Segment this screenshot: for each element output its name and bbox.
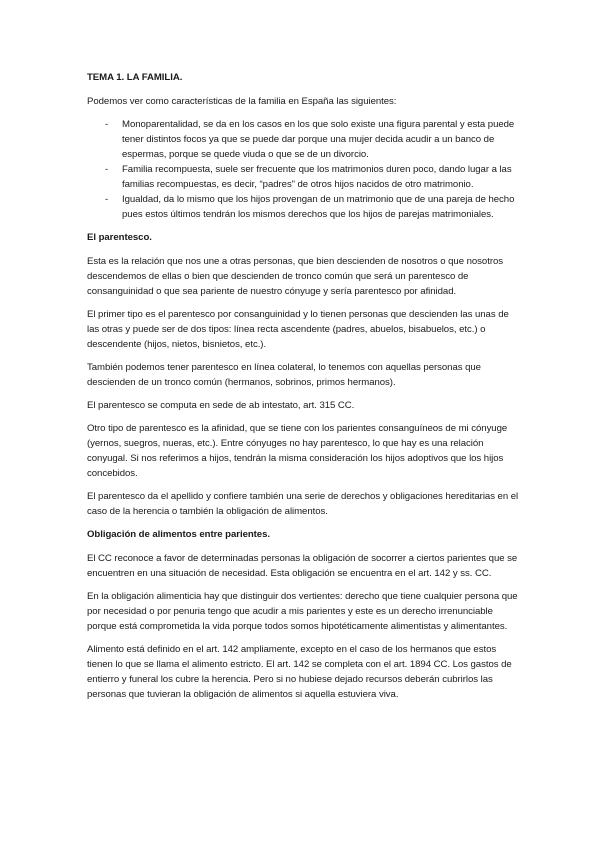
- paragraph: Esta es la relación que nos une a otras personas, que bien descienden de nosotros o que nosotros descendemos de ellas o bien que descienden de tronco común que será un parentesco de consanguinidad o que sea pariente de nuestro cónyuge y sería parentesco por afinidad.: [87, 256, 504, 297]
- list-item: [87, 162, 519, 192]
- document-page: [87, 70, 519, 710]
- dash-bullet: -: [105, 119, 109, 130]
- paragraph: El parentesco da el apellido y confiere también una serie de derechos y obligaciones hereditarias en el caso de la herencia o también la obligación de alimentos.: [87, 491, 519, 517]
- list-item-text: Familia recompuesta, suele ser frecuente que los matrimonios duren poco, dando lugar a las familias recompuestas, es decir, “padres” de otros hijos nacidos de otro matrimonio.: [122, 164, 512, 190]
- dash-bullet: -: [105, 164, 109, 175]
- paragraph: El parentesco se computa en sede de ab intestato, art. 315 CC.: [87, 400, 355, 411]
- section-heading-alimentos: Obligación de alimentos entre parientes.: [87, 529, 270, 540]
- dash-bullet: -: [105, 194, 109, 205]
- paragraph: El CC reconoce a favor de determinadas personas la obligación de socorrer a ciertos parientes que se encuentren en una situación de necesidad. Esta obligación se encuentra en el art. 142 y ss. CC.: [87, 553, 518, 579]
- paragraph: Otro tipo de parentesco es la afinidad, que se tiene con los parientes consanguíneos de mi cónyuge (yernos, suegros, nueras, etc.). Entre cónyuges no hay parentesco, lo que hay es una relación conyugal. Si nos referimos a hijos, tendrán la misma consideración los hijos adoptivos que los hijos concebidos.: [87, 423, 508, 479]
- list-item: [87, 117, 519, 162]
- list-item: [87, 192, 519, 222]
- section-heading-parentesco: El parentesco.: [87, 232, 152, 243]
- list-item-text: Monoparentalidad, se da en los casos en los que solo existe una figura parental y esta puede tener distintos focos ya que se puede dar porque una mujer decida acudir a un banco de espermas, porque se quede viuda o que se de un divorcio.: [122, 119, 515, 160]
- paragraph: En la obligación alimenticia hay que distinguir dos vertientes: derecho que tiene cualquier persona que por necesidad o por penuria tengo que acudir a mis parientes y este es un derecho irrenunciable porque está comprometida la vida porque todos somos hipotéticamente alimentistas y alimentantes.: [87, 591, 518, 632]
- characteristics-list: [87, 117, 519, 222]
- paragraph: Alimento está definido en el art. 142 ampliamente, excepto en el caso de los hermanos que estos tienen lo que se llama el alimento estricto. El art. 142 se completa con el art. 1894 CC. Los gastos de entierro y funeral los cubre la herencia. Pero si no hubiese dejado recursos deberán cubrirlos las personas que tuvieran la obligación de alimentos si aquella estuviera viva.: [87, 644, 512, 700]
- paragraph: También podemos tener parentesco en línea colateral, lo tenemos con aquellas personas que descienden de un tronco común (hermanos, sobrinos, primos hermanos).: [87, 362, 481, 388]
- paragraph: El primer tipo es el parentesco por consanguinidad y lo tienen personas que descienden las unas de las otras y puede ser de dos tipos: línea recta ascendente (padres, abuelos, bisabuelos, etc.) o descendente (hijos, nietos, bisnietos, etc.).: [87, 309, 509, 350]
- document-title: TEMA 1. LA FAMILIA.: [87, 72, 183, 83]
- list-item-text: Igualdad, da lo mismo que los hijos provengan de un matrimonio que de una pareja de hecho pues estos últimos tendrán los mismos derechos que los hijos de parejas matrimoniales.: [122, 194, 515, 220]
- intro-paragraph: Podemos ver como características de la familia en España las siguientes:: [87, 96, 397, 107]
